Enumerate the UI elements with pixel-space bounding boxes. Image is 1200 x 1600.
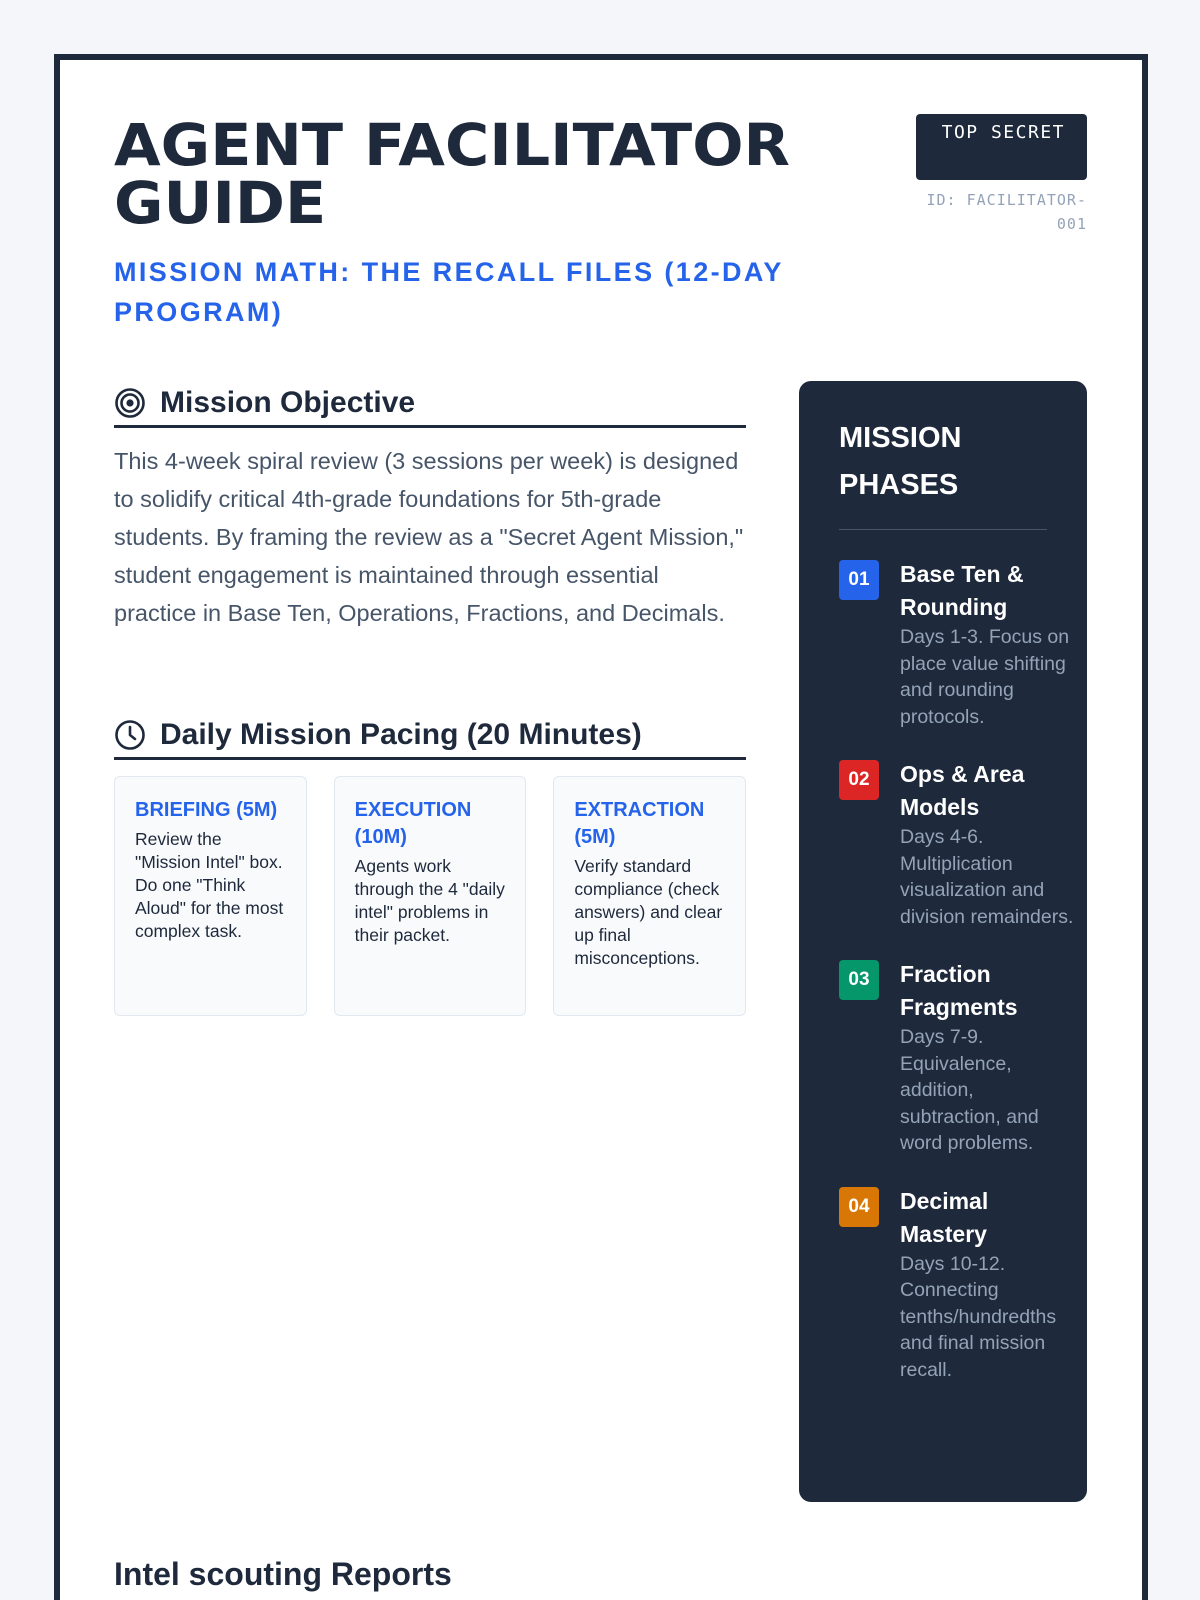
- mission-phases-title: MISSION PHASES: [839, 415, 1047, 530]
- phase-item: [839, 758, 1074, 930]
- phase-number-badge: 01: [839, 560, 879, 600]
- mission-phases-panel: [799, 381, 1087, 1502]
- pacing-card-text: Review the "Mission Intel" box. Do one "Think Aloud" for the most complex task.: [135, 829, 284, 941]
- pacing-card-text: Verify standard compliance (check answers) and clear up final misconceptions.: [574, 856, 723, 968]
- phase-title: Fraction Fragments: [900, 961, 1018, 1020]
- top-secret-stamp: TOP SECRET: [916, 114, 1087, 180]
- phase-number-badge: 03: [839, 960, 879, 1000]
- pacing-card-title: EXECUTION (10M): [354, 799, 472, 848]
- pacing-card-text: Agents work through the 4 "daily intel" problems in their packet.: [354, 856, 505, 945]
- phase-description: Days 7-9. Equivalence, addition, subtraction, and word problems.: [900, 1026, 1039, 1154]
- pacing-card-briefing: [114, 776, 307, 1016]
- page-subtitle: MISSION MATH: THE RECALL FILES (12-DAY PROGRAM): [114, 257, 784, 327]
- phase-item: [839, 1185, 1057, 1384]
- pacing-card-extraction: [553, 776, 746, 1016]
- phase-description: Days 10-12. Connecting tenths/hundredths and final mission recall.: [900, 1252, 1057, 1381]
- phase-description: Days 4-6. Multiplication visualization and division remainders.: [900, 826, 1074, 928]
- clock-icon: [114, 719, 146, 751]
- objective-heading: [114, 380, 746, 428]
- intel-reports-heading: Intel scouting Reports: [114, 1556, 452, 1592]
- phase-number-badge: 04: [839, 1187, 879, 1227]
- phase-number-badge: 02: [839, 760, 879, 800]
- target-icon: [114, 387, 146, 419]
- pacing-card-title: EXTRACTION (5M): [574, 799, 705, 848]
- objective-heading-label: Mission Objective: [160, 385, 416, 419]
- phase-description: Days 1-3. Focus on place value shifting and rounding protocols.: [900, 626, 1070, 728]
- pacing-card-title: BRIEFING (5M): [135, 799, 278, 821]
- page-title: AGENT FACILITATOR GUIDE: [114, 111, 790, 237]
- guide-header: [114, 111, 814, 332]
- phase-item: [839, 558, 1070, 730]
- document-id: ID: FACILITATOR-001: [926, 191, 1087, 233]
- phase-title: Decimal Mastery: [900, 1187, 989, 1247]
- phase-title: Ops & Area Models: [900, 761, 1025, 820]
- phase-title: Base Ten & Rounding: [900, 561, 1024, 620]
- objective-body: This 4-week spiral review (3 sessions per week) is designed to solidify critical 4th-grade foundations for 5th-grade students. By framing the review as a "Secret Agent Mission," student engagement is maintained through essential practice in Base Ten, Operations, Fractions, and Decimals.: [114, 448, 744, 626]
- pacing-card-execution: [334, 776, 527, 1016]
- phase-item: [839, 958, 1047, 1157]
- pacing-cards: [114, 776, 746, 1016]
- pacing-heading-label: Daily Mission Pacing (20 Minutes): [160, 717, 642, 751]
- pacing-heading: [114, 712, 746, 760]
